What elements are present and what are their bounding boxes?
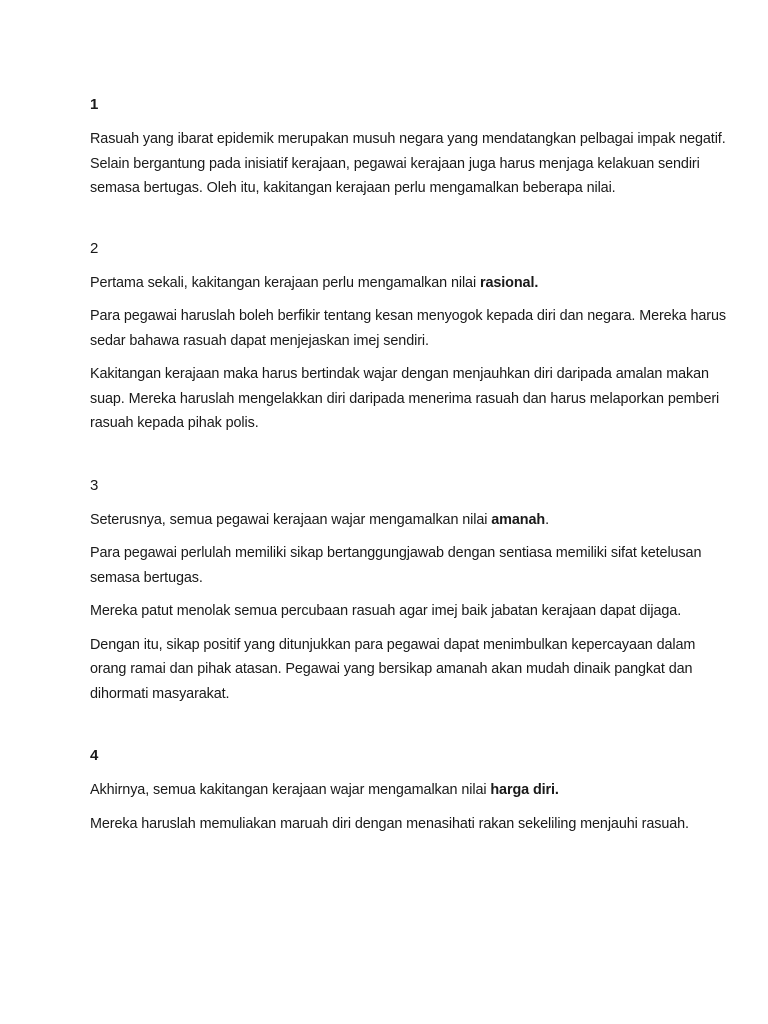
document-page: [90, 93, 730, 845]
section-number: 1: [90, 96, 99, 113]
paragraph: Pertama sekali, kakitangan kerajaan perlu mengamalkan nilai rasional.: [90, 274, 539, 291]
paragraph: Seterusnya, semua pegawai kerajaan wajar mengamalkan nilai amanah.: [90, 511, 549, 528]
paragraph: Dengan itu, sikap positif yang ditunjukkan para pegawai dapat menimbulkan kepercayaan dalam orang ramai dan pihak atasan. Pegawai yang bersikap amanah akan mudah dinaik pangkat dan dihormati masyarakat.: [90, 636, 696, 702]
section-number: 2: [90, 239, 99, 257]
paragraph: Para pegawai haruslah boleh berfikir tentang kesan menyogok kepada diri dan negara. Mereka harus sedar bahawa rasuah dapat menjejaskan imej sendiri.: [90, 308, 726, 349]
paragraph: Para pegawai perlulah memiliki sikap bertanggungjawab dengan sentiasa memiliki sifat ketelusan semasa bertugas.: [90, 545, 702, 586]
paragraph: Akhirnya, semua kakitangan kerajaan wajar mengamalkan nilai harga diri.: [90, 782, 559, 798]
section-2: [90, 237, 730, 436]
value-term: amanah: [491, 511, 546, 528]
section-number: 3: [90, 476, 99, 494]
paragraph: Kakitangan kerajaan maka harus bertindak wajar dengan menjauhkan diri daripada amalan makan suap. Mereka haruslah mengelakkan diri daripada menerima rasuah dan harus melaporkan pemberi rasuah kepada pihak polis.: [90, 366, 720, 431]
section-number: 4: [90, 747, 99, 764]
value-term: harga diri.: [490, 782, 559, 798]
paragraph: Mereka haruslah memuliakan maruah diri dengan menasihati rakan sekeliling menjauhi rasuah.: [90, 815, 689, 832]
value-term: rasional.: [479, 274, 539, 291]
paragraph: Rasuah yang ibarat epidemik merupakan musuh negara yang mendatangkan pelbagai impak negatif. Selain bergantung pada inisiatif kerajaan, pegawai kerajaan juga harus menjaga kelakuan sendiri semasa bertugas. Oleh itu, kakitangan kerajaan perlu mengamalkan beberapa nilai.: [90, 131, 726, 196]
section-3: [90, 474, 730, 707]
paragraph: Mereka patut menolak semua percubaan rasuah agar imej baik jabatan kerajaan dapat dijaga.: [90, 603, 682, 619]
section-1: [90, 93, 730, 201]
section-4: [90, 744, 730, 836]
